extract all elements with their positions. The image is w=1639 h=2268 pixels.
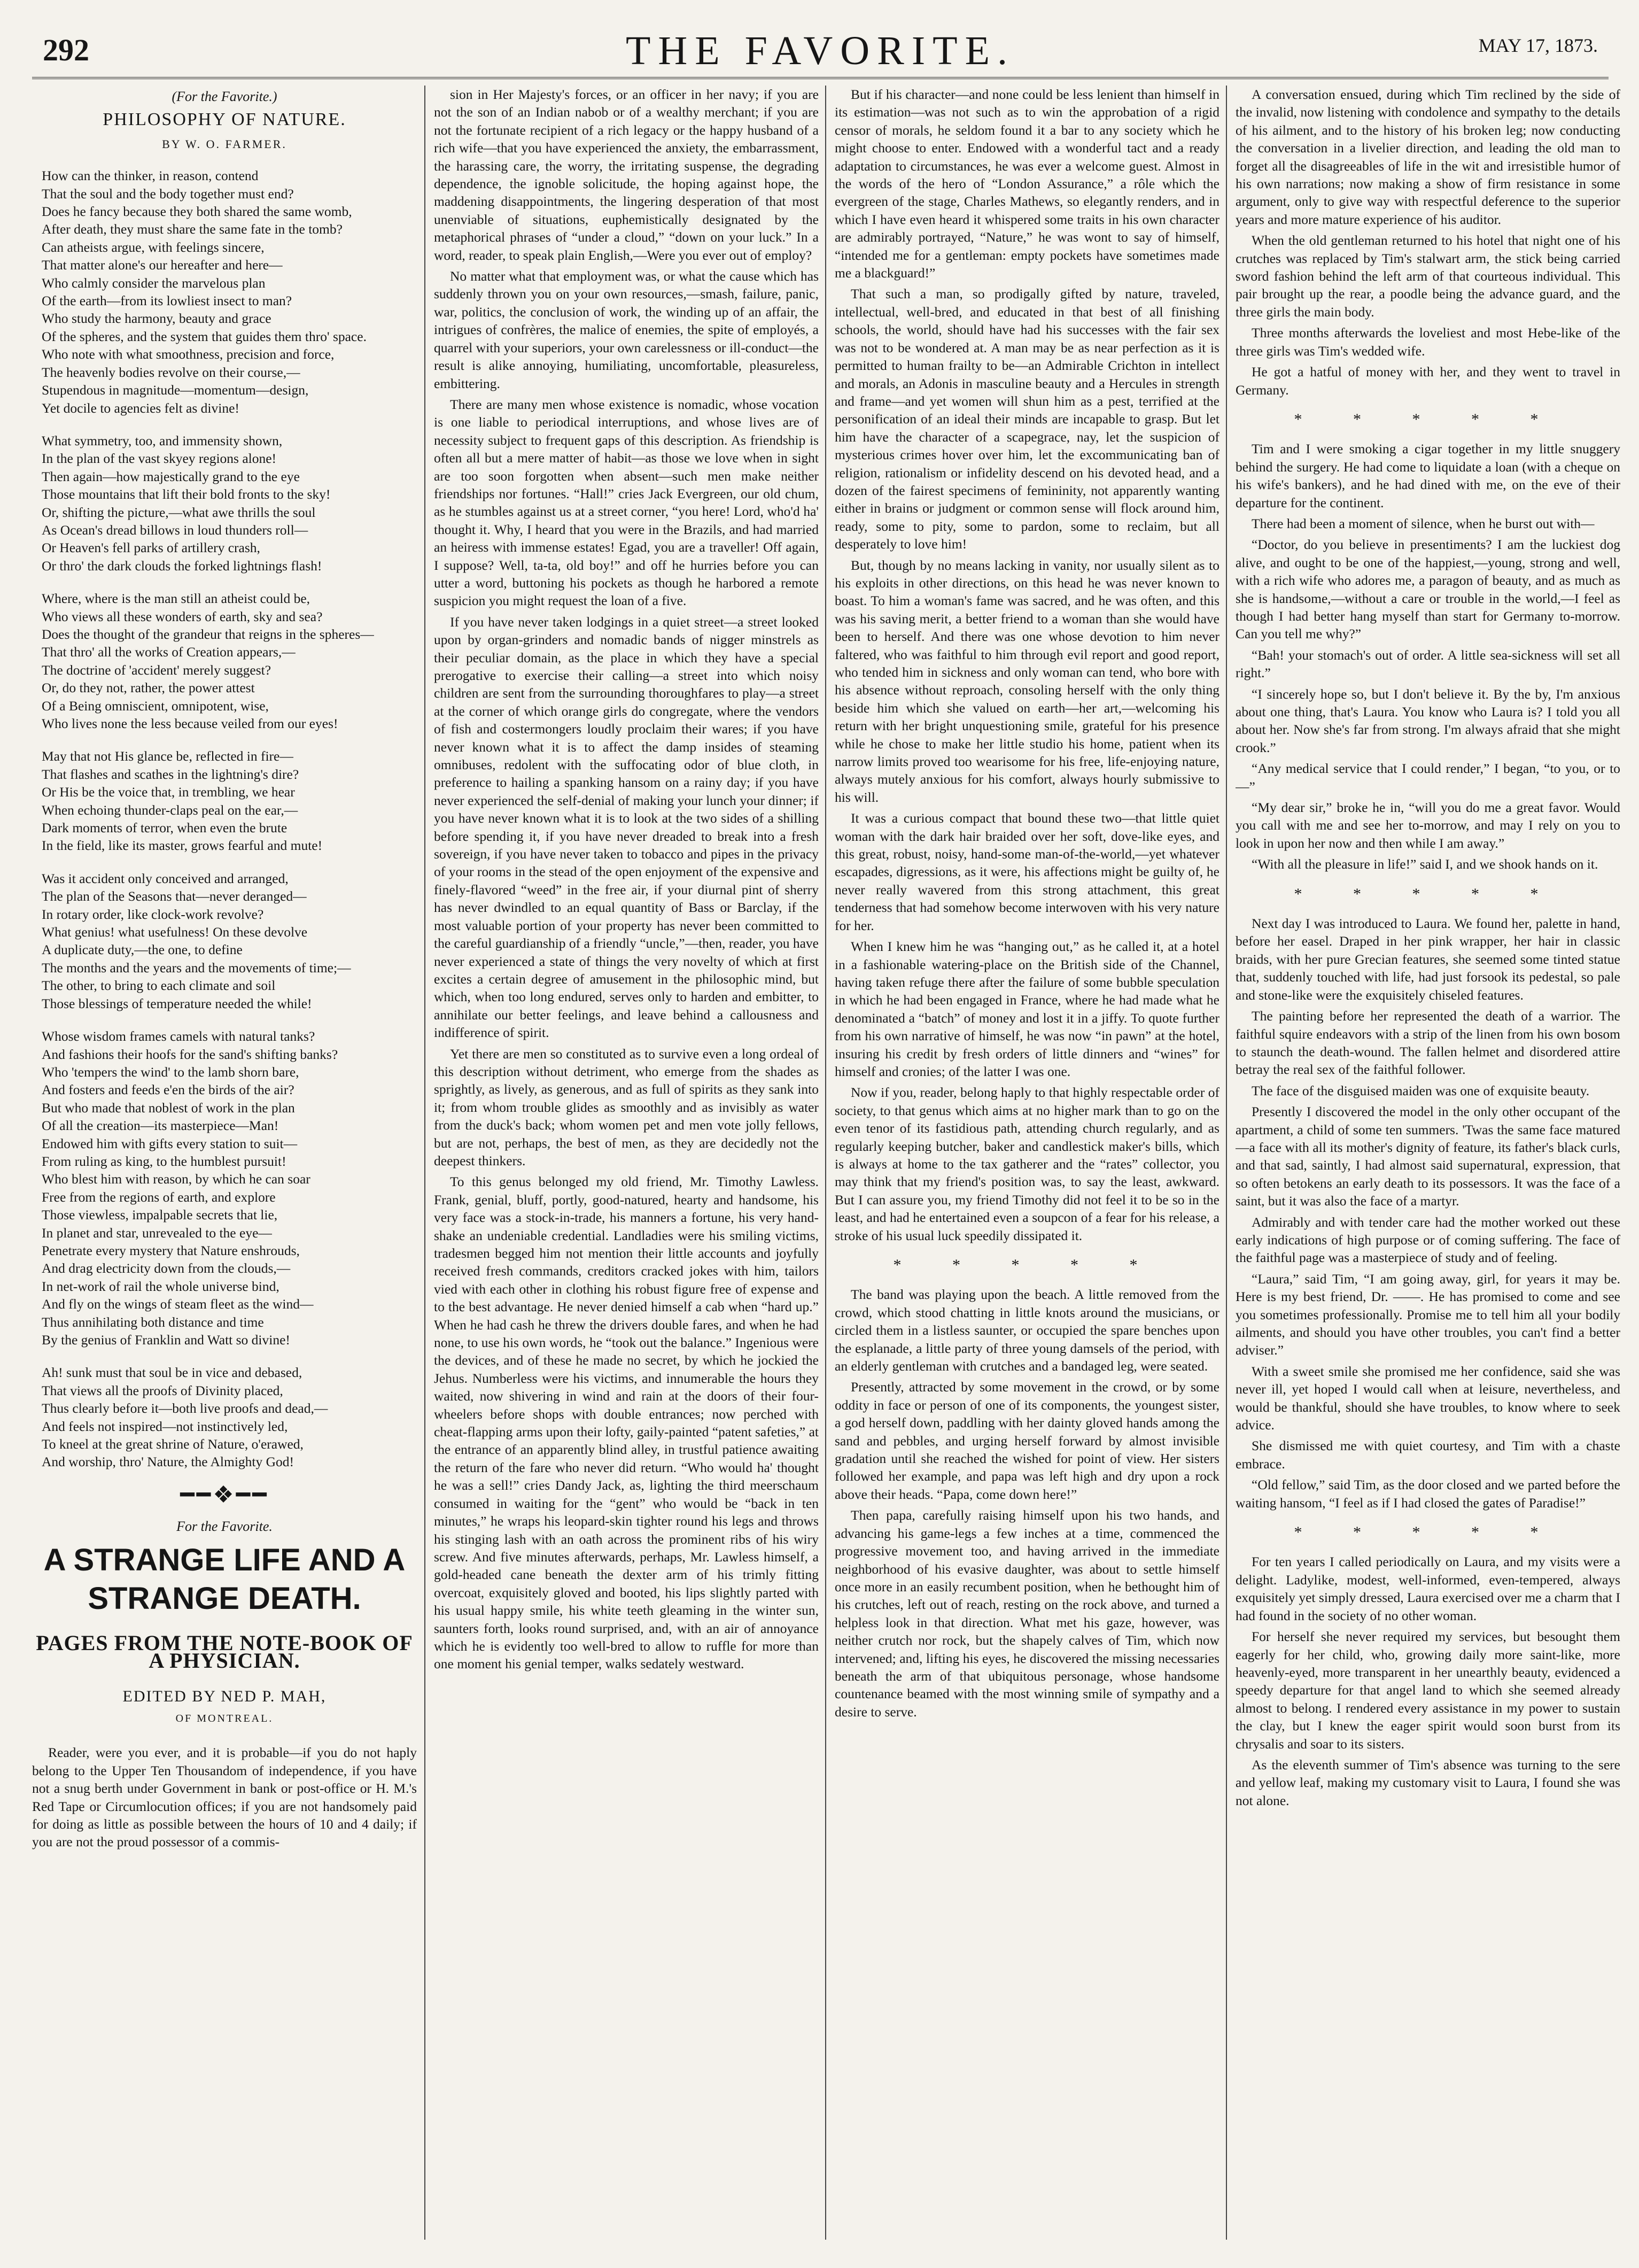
poem-line: That flashes and scathes in the lightning's dire? xyxy=(42,766,299,782)
poem-line: Those mountains that lift their bold fronts to the sky! xyxy=(42,486,331,502)
story-paragraph: Three months afterwards the loveliest and most Hebe-like of the three girls was Tim's wedded wife. xyxy=(1236,325,1620,359)
poem-line: And fashions their hoofs for the sand's shifting banks? xyxy=(42,1046,338,1062)
poem-body xyxy=(32,167,417,1471)
poem-line: Those viewless, impalpable secrets that lie, xyxy=(42,1207,278,1223)
masthead xyxy=(21,21,1619,75)
poem-line: The heavenly bodies revolve on their course,— xyxy=(42,364,300,380)
poem-line: Of all the creation—its masterpiece—Man! xyxy=(42,1118,279,1134)
story-paragraph: Now if you, reader, belong haply to that highly respectable order of society, to that genus which aims at no higher mark than to go on the even tenor of its fastidious path, attending church regularly, and as regularly keeping butcher, baker and candlestick maker's bills, which is always at home to the tax gatherer and the “rates” collector, you may think that my friend's position was, to say the least, awkward. But I can assure you, my friend Timothy did not feel it to be so in the least, and had he entertained even a soupcon of a fear for his release, a stroke of his usual luck speedily dissipated it. xyxy=(835,1085,1219,1243)
poem-line: And drag electricity down from the clouds,— xyxy=(42,1260,291,1276)
story-paragraph: The painting before her represented the death of a warrior. The faithful squire endeavors with a strip of the linen from his own bosom to staunch the death-wound. The fallen helmet and disordered attire betray the real sex of the faithful follower. xyxy=(1236,1008,1620,1078)
poem-stanza xyxy=(32,747,417,854)
poem-line: The doctrine of 'accident' merely suggest? xyxy=(42,662,271,678)
story-paragraph: “My dear sir,” broke he in, “will you do me a great favor. Would you call with me and see her to-morrow, and may I rely on you to look in upon her now and then while I am away.” xyxy=(1236,800,1620,851)
poem-line: Who views all these wonders of earth, sky and sea? xyxy=(42,608,323,624)
story-paragraph: When the old gentleman returned to his hotel that night one of his crutches was replaced by Tim's stalwart arm, the stick being carried sword fashion behind the left arm of that courteous individual. This pair brought up the rear, a poodle being the advance guard, and the three girls the main body. xyxy=(1236,233,1620,320)
poem-line: In the plan of the vast skyey regions alone! xyxy=(42,451,277,467)
story-paragraph: “With all the pleasure in life!” said I, and we shook hands on it. xyxy=(1252,856,1598,872)
story-title: A STRANGE LIFE AND A STRANGE DEATH. xyxy=(43,1542,406,1616)
poem-line: That matter alone's our hereafter and here— xyxy=(42,257,283,273)
story-paragraph: The band was playing upon the beach. A little removed from the crowd, which stood chatting in little knots around the musicians, or circled them in a listless saunter, or occupied the spare benches upon the esplanade, a little party of three young damsels of the period, with an elderly gentleman with crutches and a bandaged leg, were seated. xyxy=(835,1287,1219,1374)
poem-line: A duplicate duty,—the one, to define xyxy=(42,942,243,958)
poem-stanza xyxy=(32,870,417,1012)
story-text xyxy=(32,1744,417,1851)
poem-line: And worship, thro' Nature, the Almighty God! xyxy=(42,1454,294,1470)
issue-date: MAY 17, 1873. xyxy=(1478,35,1598,56)
poem-line: When echoing thunder-claps peal on the ear,— xyxy=(42,802,298,818)
column-4 xyxy=(1236,86,1620,2245)
story-paragraph: The face of the disguised maiden was one of exquisite beauty. xyxy=(1252,1082,1590,1098)
story-paragraph: Admirably and with tender care had the mother worked out these early indications of high purpose or of coming suffering. The face of the faithful page was a masterpiece of study and of feeling. xyxy=(1236,1214,1620,1266)
poem-line: Or thro' the dark clouds the forked lightnings flash! xyxy=(42,558,322,574)
poem-line: Ah! sunk must that soul be in vice and debased, xyxy=(42,1365,302,1381)
story-paragraph: There are many men whose existence is nomadic, whose vocation is one liable to periodical interruptions, and whose lives are of necessity subject to frequent gaps of this description. As friendship is often all but a mere matter of habit—as those we love when in sight are too soon forgotten when absent—such men make neither friendships nor fortunes. “Hall!” cries Jack Evergreen, our old chum, as he stumbles against us at a street corner, “you here! Lord, who'd ha' thought it. Why, I heard that you were in the Brazils, and had married an heiress with immense estates! Egad, you are a traveller! Off again, I suppose? Well, ta-ta, old boy!” and off he hurries before you can utter a word, buttoning his pockets as though he harbored a remote suspicion you might request the loan of a five. xyxy=(434,396,819,609)
story-subtitle: PAGES FROM THE NOTE-BOOK OF A PHYSICIAN. xyxy=(36,1630,413,1673)
section-break: * * * * * xyxy=(893,1256,1161,1274)
poem-line: And fly on the wings of steam fleet as the wind— xyxy=(42,1296,314,1312)
story-paragraph: There had been a moment of silence, when he burst out with— xyxy=(1252,515,1595,531)
poem-stanza xyxy=(32,1364,417,1470)
poem-line: Can atheists argue, with feelings sincere, xyxy=(42,239,265,255)
column-divider xyxy=(1226,86,1227,2240)
poem-line: By the genius of Franklin and Watt so divine! xyxy=(42,1332,290,1348)
poem-line: Those blessings of temperature needed the while! xyxy=(42,995,312,1011)
story-paragraph: “I sincerely hope so, but I don't believe it. By the by, I'm anxious about one thing, that's Laura. You know who Laura is? I told you all about her. Now she's far from strong. I'm always afraid that she might crook.” xyxy=(1236,686,1620,755)
story-paragraph: A conversation ensued, during which Tim reclined by the side of the invalid, now listening with condolence and sympathy to the details of his ailment, and to the history of his broken leg; now conducting the conversation in a livelier direction, and leading the old man to forget all the disagreeables of life in the wit and irresistible humor of his own narrations; now making a show of firm resistance in some argument, only to give way with respectful deference to the superior years and more mature experience of his auditor. xyxy=(1236,87,1620,227)
story-paragraph: It was a curious compact that bound these two—that little quiet woman with the dark hair braided over her soft, dove-like eyes, and this great, robust, noisy, hand-some man-of-the-world,—yet whatever escapades, digressions, as it were, his affections might be guilty of, he never really wavered from this strong attachment, this great tenderness that had somehow become interwoven with his very nature for her. xyxy=(835,810,1219,933)
story-text xyxy=(1236,86,1620,1809)
poem-line: The plan of the Seasons that—never deranged— xyxy=(42,888,307,904)
story-paragraph: “Old fellow,” said Tim, as the door closed and we parted before the waiting hansom, “I feel as if I had closed the gates of Paradise!” xyxy=(1236,1477,1620,1511)
story-paragraph: Tim and I were smoking a cigar together in my little snuggery behind the surgery. He had come to liquidate a loan (with a cheque on his wife's bankers), and he had dined with me, on the eve of their departure for the continent. xyxy=(1236,441,1620,510)
poem-line: Who calmly consider the marvelous plan xyxy=(42,275,266,291)
poem-line: Who study the harmony, beauty and grace xyxy=(42,311,271,327)
story-paragraph: But if his character—and none could be less lenient than himself in its estimation—was not such as to win the approbation of a rigid censor of morals, he seldom found it a bar to any society which he might choose to enter. Endowed with a wonderful tact and a ready adaptation to circumstances, he was ever a welcome guest. Almost in the words of the hero of “London Assurance,” a rôle which the evergreen of the stage, Charles Mathews, so elegantly renders, and in which I have even heard it whispered some traits in his own character are admirably portrayed, “Nature,” he was wont to say of himself, “intended me for a gentleman: empty pockets have sometimes made me a blackguard!” xyxy=(835,87,1219,281)
story-paragraph: As the eleventh summer of Tim's absence was turning to the sere and yellow leaf, making my customary visit to Laura, I found she was not alone. xyxy=(1236,1756,1620,1808)
story-paragraph: For herself she never required my services, but besought them eagerly for her child, who, growing daily more saint-like, more heavenly-eyed, more transparent in her unearthly beauty, evidenced a speedy departure for that angel land to which she seemed already almost to belong. I rendered every assistance in my power to sustain the clay, but I knew the eager spirit would soon burst from its chrysalis and soar to its sisters. xyxy=(1236,1629,1620,1752)
story-paragraph: Reader, were you ever, and it is probable—if you do not haply belong to the Upper Ten Thousandom of independence, if you have not a snug berth under Government in bank or post-office or H. M.'s Red Tape or Circumlocution offices; if you are not handsomely paid for doing as little as possible between the hours of 10 and 4 daily; if you are not the proud possessor of a commis- xyxy=(32,1745,417,1850)
poem-line: That the soul and the body together must end? xyxy=(42,185,294,202)
section-break: * * * * * xyxy=(1294,1523,1562,1542)
poem-line: Of the spheres, and the system that guides them thro' space. xyxy=(42,328,367,344)
poem-line: In planet and star, unrevealed to the eye— xyxy=(42,1225,272,1241)
poem-line: Who 'tempers the wind' to the lamb shorn bare, xyxy=(42,1064,299,1080)
poem-line: Then again—how majestically grand to the eye xyxy=(42,468,300,484)
page-number: 292 xyxy=(43,33,89,67)
story-paragraph: To this genus belonged my old friend, Mr. Timothy Lawless. Frank, genial, bluff, portly, good-natured, hearty and handsome, his very face was a stock-in-trade, his manners a fortune, his very hand-shake an undeniable credential. Landladies were his smiling victims, tradesmen begged him not mention their little accounts and joyfully received fresh commands, creditors cracked jokes with him, tailors vied with each other in clothing his robust figure free of expense and to the best advantage. He never denied himself a cab when “hard up.” When he had cash he threw the drivers double fares, and when he had none, to use his own words, he “took out the balance.” Ingenious were the devices, and of these he made no secret, by which he jockied the Jehus. Numberless were his victims, and innumerable the hours they waited, now shivering in wind and rain at the doors of their four-wheelers before shops with double entrances; now perched with cheat-flapping arms upon their lofty, gaily-painted “patent safeties,” at the entrance of an apparently blind alley, in trustful patience awaiting the return of the fare who never did return. “Who would ha' thought he was a sell!” cries Dandy Jack, as, lighting the third meerschaum consumed in waiting for the “gent” who would be “back in ten minutes,” he wraps his leopard-skin tighter round his legs and throws his stinging lash with an oath across the prominent ribs of his wiry screw. And five minutes afterwards, perhaps, Mr. Lawless himself, a gold-headed cane beneath the dexter arm of his trimly fitting overcoat, exquisitely gloved and booted, his lips slightly parted with his usual happy smile, his white teeth gleaming in the winter sun, saunters forth, looks round surprised, and, with an air of annoyance which he is evidently too well-bred to allow to ruffle for more than one moment his genial temper, walks sedately westward. xyxy=(434,1174,819,1672)
poem-line: Does he fancy because they both shared the same womb, xyxy=(42,204,352,220)
story-editor: EDITED BY NED P. MAH, xyxy=(122,1688,327,1706)
poem-line: Thus annihilating both distance and time xyxy=(42,1314,264,1330)
poem-line: Endowed him with gifts every station to suit— xyxy=(42,1135,298,1151)
poem-line: Of a Being omniscient, omnipotent, wise, xyxy=(42,698,269,714)
poem-line: That views all the proofs of Divinity placed, xyxy=(42,1382,283,1398)
column-1 xyxy=(32,86,417,2245)
poem-line: Whose wisdom frames camels with natural tanks? xyxy=(42,1028,315,1044)
poem-line: But who made that noblest of work in the plan xyxy=(42,1100,295,1116)
ornamental-divider: ━━❖━━ xyxy=(180,1481,269,1508)
story-paragraph: Presently I discovered the model in the only other occupant of the apartment, a child of some ten summers. 'Twas the same face matured—a face with all its mother's dignity of feature, its father's black curls, and that sad, saintly, I had almost said supernatural, expression, that so often betokens an early death to its possessors. It was the face of a saint, but it was also the face of a martyr. xyxy=(1236,1104,1620,1209)
column-divider xyxy=(825,86,826,2240)
poem-line: As Ocean's dread billows in loud thunders roll— xyxy=(42,522,308,538)
poem-line: What genius! what usefulness! On these devolve xyxy=(42,924,308,940)
story-paragraph: No matter what that employment was, or what the cause which has suddenly thrown you on your own resources,—smash, failure, panic, war, politics, the conclusion of work, the winding up of an affair, the intrigues of confrères, the malice of enemies, the spite of employés, a quarrel with your superiors, your own carelessness or ill-conduct—the result is alike annoying, humiliating, uncomfortable, pleasureless, embittering. xyxy=(434,268,819,391)
poem-line: In the field, like its master, grows fearful and mute! xyxy=(42,838,323,854)
poem-line: Or Heaven's fell parks of artillery crash, xyxy=(42,540,260,556)
poem-line: Does the thought of the grandeur that reigns in the spheres— xyxy=(42,626,374,642)
poem-line: Penetrate every mystery that Nature enshrouds, xyxy=(42,1242,300,1258)
header-rule xyxy=(32,77,1609,79)
story-paragraph: He got a hatful of money with her, and they went to travel in Germany. xyxy=(1236,364,1620,398)
story-paragraph: sion in Her Majesty's forces, or an officer in her navy; if you are not the son of an Indian nabob or of a wealthy merchant; if you are not the fortunate recipient of a rich legacy or the happy husband of a rich wife—that you have experienced the anxiety, the embarrassment, the harassing care, the worry, the irritating suspense, the degrading dependence, the ignoble solicitude, the hoping against hope, the maddening disappointments, the lingering desperation of that most unenviable of situations, euphemistically designated by the metaphorical phrases of “under a cloud,” “down on your luck.” In a word, reader, to speak plain English,—Were you ever out of employ? xyxy=(434,87,819,263)
section-break: * * * * * xyxy=(1294,410,1562,428)
poem-line: And feels not inspired—not instinctively led, xyxy=(42,1418,288,1434)
poem-line: May that not His glance be, reflected in fire— xyxy=(42,748,293,764)
poem-source-note: (For the Favorite.) xyxy=(172,89,277,104)
story-paragraph: She dismissed me with quiet courtesy, and Tim with a chaste embrace. xyxy=(1236,1438,1620,1472)
poem-stanza xyxy=(32,590,417,732)
poem-title: PHILOSOPHY OF NATURE. xyxy=(103,110,346,130)
story-paragraph: “Laura,” said Tim, “I am going away, girl, for years it may be. Here is my best friend, Dr. ——. He has promised to come and see you sometimes professionally. Promise me to tell him all your bodily ailments, and should you have other troubles, you can't find a better adviser.” xyxy=(1236,1271,1620,1358)
poem-line: Or, do they not, rather, the power attest xyxy=(42,680,255,696)
story-paragraph: If you have never taken lodgings in a quiet street—a street looked upon by organ-grinders and nomadic bands of nigger minstrels as their peculiar domain, as the place in which they have a special prerogative to exercise their calling—a street into which noisy children are sent from the surrounding thoroughfares to play—a street at the corner of which orange girls do congregate, where the vendors of fish and costermongers loudly proclaim their wares; if you have never known what it is to affect the damp insides of steaming omnibuses, redolent with the suffocating odor of blue cloth, in preference to hailing a spanking hansom on a rainy day; if you have never experienced the self-denial of making your lunch your dinner; if you have never known what it is to look at the two sides of a shilling before spending it, if you have never dreaded to break into a fresh sovereign, if you have never taken to tobacco and pipes in the privacy of your rooms in the stead of the open enjoyment of the expensive and finely-flavored “weed” in the free air, if your diurnal pint of sherry has never dwindled to an equal quantity of Bass or Barclay, if the most valuable portion of your property has never been committed to the careful guardianship of a friendly “uncle,”—then, reader, you have never experienced a state of things the very novelty of which at first excites a certain degree of amusement in the philosophic mind, but which, when too long endured, serves only to harden and embitter, to annihilate our better feelings, and leave behind a callousness and indifference of spirit. xyxy=(434,614,819,1041)
poem-line: Thus clearly before it—both live proofs and dead,— xyxy=(42,1400,328,1416)
poem-line: Was it accident only conceived and arranged, xyxy=(42,870,289,886)
poem-line: From ruling as king, to the humblest pursuit! xyxy=(42,1153,286,1169)
poem-line: Yet docile to agencies felt as divine! xyxy=(42,400,239,416)
story-paragraph: “Doctor, do you believe in presentiments? I am the luckiest dog alive, and ought to be one of the happiest,—young, strong and well, with a rich wife who adores me, a paragon of beauty, and as much as she is handsome,—without a care or trouble in the world,—I feel as though I had better hang myself than start for Germany to-morrow. Can you tell me why?” xyxy=(1236,537,1620,642)
story-paragraph: When I knew him he was “hanging out,” as he called it, at a hotel in a fashionable watering-place on the British side of the Channel, having taken refuge there after the failure of some bubble speculation in which he had been engaged in France, where he had made what he denominated a “batch” of money and lost it in a jiffy. To quote further from his own narrative of himself, he was now “in pawn” at the hotel, insuring his credit by fresh orders of little dinners and “wines” for himself and cronies; of the latter I was one. xyxy=(835,939,1219,1079)
poem-stanza xyxy=(32,1027,417,1349)
story-paragraph: “Bah! your stomach's out of order. A little sea-sickness will set all right.” xyxy=(1236,647,1620,681)
poem-line: And fosters and feeds e'en the birds of the air? xyxy=(42,1082,294,1098)
newspaper-title: THE FAVORITE. xyxy=(625,28,1015,73)
poem-line: Stupendous in magnitude—momentum—design, xyxy=(42,382,309,398)
poem-line: The months and the years and the movements of time;— xyxy=(42,959,351,976)
poem-line: Of the earth—from its lowliest insect to man? xyxy=(42,293,292,309)
story-text xyxy=(434,86,819,1673)
poem-line: The other, to bring to each climate and soil xyxy=(42,978,276,994)
column-2 xyxy=(434,86,819,2245)
poem-line: Who note with what smoothness, precision and force, xyxy=(42,346,335,362)
story-paragraph: Next day I was introduced to Laura. We found her, palette in hand, before her easel. Draped in her pink wrapper, her hair in classic braids, with her pure Grecian features, she seemed some tinted statue that, suddenly touched with life, had just forsook its pedestal, so pale and stone-like were the exquisitely chiseled features. xyxy=(1236,916,1620,1003)
poem-stanza xyxy=(32,432,417,575)
poem-line: Free from the regions of earth, and explore xyxy=(42,1189,276,1205)
story-paragraph: That such a man, so prodigally gifted by nature, traveled, intellectual, well-bred, and educated in that best of all finishing schools, the world, should have had his successes with the fair sex was not to be wondered at. A man may be as near perfection as it is permitted to human frailty to be—an Admirable Crichton in intellect and morals, an Adonis in masculine beauty and a Hercules in strength and frame—and yet women will shun him as a pest, terrified at the personification of an ideal their minds are incapable to grasp. But let him have the character of a scapegrace, nay, let the suspicion of mysterious crimes hover over him, let the excommunicating ban of religion, rationalism or infidelity descend on his devoted head, and a dozen of the fairest specimens of femininity, not apparently wanting either in brains or judgment or common sense will flock around him, ready, some to pity, some to pardon, some to reclaim, but all desperately to love him! xyxy=(835,286,1219,552)
poem-line: To kneel at the great shrine of Nature, o'erawed, xyxy=(42,1436,304,1452)
poem-line: After death, they must share the same fate in the tomb? xyxy=(42,221,343,237)
poem-line: That thro' all the works of Creation appears,— xyxy=(42,644,296,660)
story-paragraph: With a sweet smile she promised me her confidence, said she was never ill, yet hoped I would call when at leisure, nevertheless, and would be thankful, should she have troubles, to know where to seek advice. xyxy=(1236,1363,1620,1433)
story-paragraph: Presently, attracted by some movement in the crowd, or by some oddity in face or person of one of its components, the youngest sister, a god herself down, paddling with her dainty gloved hands among the sand and pebbles, and urging herself forward by almost invisible gradation until she reached the wished for point of view. Her sisters followed her example, and papa was left high and dry upon a rock above their heads. “Papa, come down here!” xyxy=(835,1379,1219,1502)
story-paragraph: Then papa, carefully raising himself upon his two hands, and advancing his game-legs a few inches at a time, commenced the progressive movement too, and having arrived in the immediate neighborhood of his evasive daughter, was about to settle himself once more in an easily recumbent position, when he bethought him of his crutches, left out of reach, resting on the rock above, and turned a helpless look in that direction. What met his gaze, however, was neither crutch nor rock, but the shapely calves of Tim, which now intervened; and, lifting his eyes, he discovered the missing necessaries beneath the arm of that ubiquitous personage, whose handsome countenance beamed with the most winning smile of sympathy and a desire to serve. xyxy=(835,1507,1219,1720)
poem-line: Who blest him with reason, by which he can soar xyxy=(42,1171,310,1187)
poem-line: Or His be the voice that, in trembling, we hear xyxy=(42,784,295,800)
column-3 xyxy=(835,86,1219,2245)
poem-line: In rotary order, like clock-work revolve? xyxy=(42,906,264,922)
poem-line: Who lives none the less because veiled from our eyes! xyxy=(42,716,338,731)
poem-line: Where, where is the man still an atheist could be, xyxy=(42,591,310,607)
story-paragraph: For ten years I called periodically on Laura, and my visits were a delight. Ladylike, modest, well-informed, even-tempered, always exquisitely yet simply dressed, Laura exercised over me a charm that I had found in the society of no other woman. xyxy=(1236,1554,1620,1623)
poem-line: Or, shifting the picture,—what awe thrills the soul xyxy=(42,504,316,520)
story-text xyxy=(835,86,1219,1721)
story-editor-place: OF MONTREAL. xyxy=(175,1712,274,1724)
story-source-note: For the Favorite. xyxy=(176,1519,273,1535)
poem-line: Dark moments of terror, when even the brute xyxy=(42,820,288,836)
poem-line: In net-work of rail the whole universe bind, xyxy=(42,1278,279,1294)
poem-line: How can the thinker, in reason, contend xyxy=(42,168,259,184)
poem-stanza xyxy=(32,167,417,417)
poem-byline: BY W. O. FARMER. xyxy=(162,137,287,151)
column-divider xyxy=(424,86,425,2240)
story-paragraph: But, though by no means lacking in vanity, nor usually silent as to his exploits in other directions, on this head he was never known to boast. To him a woman's fame was sacred, and he was often, and this was his saving merit, a better friend to a woman than she would have been to herself. And there was one whose devotion to him never faltered, who was faithful to him through evil report and good report, who tended him in sickness and only woman can tend, who bore with his absence without reproach, consoling herself with the only thing beside him which she valued on earth—her art,—welcoming his return with her bright unquestioning smile, grateful for his presence while he chose to make her little studio his home, patient when its narrow limits proved too wearisome for his free, life-enjoying nature, always mutely anxious for his comfort, always hourly submissive to his will. xyxy=(835,557,1219,805)
poem-line: What symmetry, too, and immensity shown, xyxy=(42,432,283,448)
story-paragraph: “Any medical service that I could render,” I began, “to you, or to—” xyxy=(1236,761,1620,794)
story-paragraph: Yet there are men so constituted as to survive even a long ordeal of this description without detriment, who emerge from the shades as sprightly, as lively, as generous, and as full of spirits as they sank into it; from whom trouble glides as smoothly and as invisibly as water from the duck's back; whom women pet and men vote jolly fellows, but are not, perhaps, the best of men, as they are decidedly not the deepest thinkers. xyxy=(434,1046,819,1168)
section-break: * * * * * xyxy=(1294,885,1562,903)
